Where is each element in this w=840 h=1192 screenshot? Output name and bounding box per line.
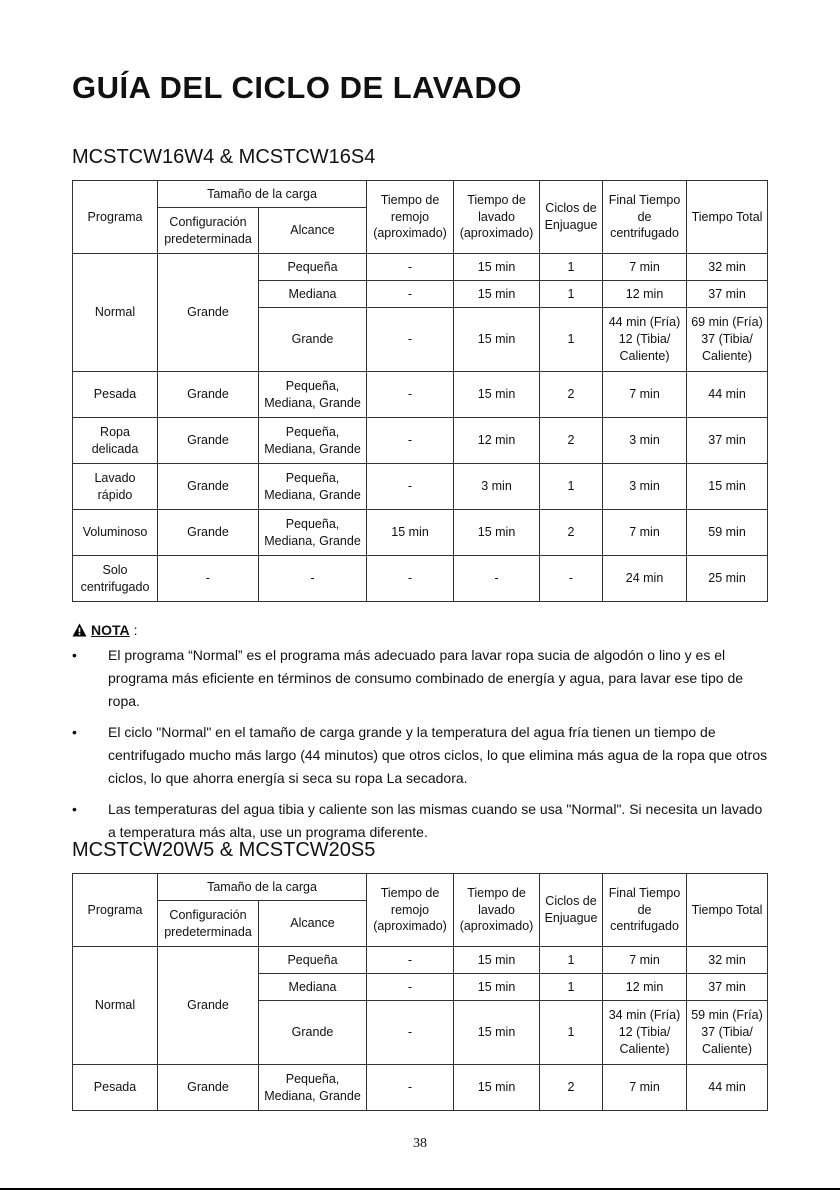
total-cell: 15 min bbox=[687, 464, 768, 510]
final-cell: 12 min bbox=[603, 281, 687, 308]
programa-cell: Lavado rápido bbox=[73, 464, 158, 510]
ciclos-cell: 2 bbox=[540, 418, 603, 464]
ciclos-cell: 1 bbox=[540, 974, 603, 1001]
alcance-cell: Pequeña bbox=[259, 947, 367, 974]
remojo-cell: - bbox=[367, 1001, 454, 1065]
final-cell: 7 min bbox=[603, 1065, 687, 1111]
programa-cell: Voluminoso bbox=[73, 510, 158, 556]
ciclos-cell: 1 bbox=[540, 1001, 603, 1065]
config-cell: Grande bbox=[158, 510, 259, 556]
bullet-marker: • bbox=[72, 724, 77, 740]
config-cell: Grande bbox=[158, 418, 259, 464]
cycle-table-2 bbox=[72, 873, 768, 1111]
page-title: GUÍA DEL CICLO DE LAVADO bbox=[72, 70, 523, 105]
nota-text: El ciclo "Normal" en el tamaño de carga grande y la temperatura del agua fría tienen un tiempo de centrifugado mucho más largo (44 minutos) que otros ciclos, lo que elimina más agua de la ropa que otros ciclos, lo que ahorra energía si seca su ropa La secadora. bbox=[108, 724, 768, 786]
list-item bbox=[72, 798, 772, 844]
final-cell: 3 min bbox=[603, 464, 687, 510]
alcance-cell: Pequeña, Mediana, Grande bbox=[259, 418, 367, 464]
header-ciclos-enjuague: Ciclos de Enjuague bbox=[540, 874, 603, 947]
remojo-cell: - bbox=[367, 947, 454, 974]
header-configuracion: Configuración predeterminada bbox=[158, 208, 259, 254]
cycle-table-1 bbox=[72, 180, 768, 602]
total-cell: 37 min bbox=[687, 281, 768, 308]
list-item bbox=[72, 721, 772, 790]
remojo-cell: - bbox=[367, 254, 454, 281]
lavado-cell: 15 min bbox=[454, 372, 540, 418]
lavado-cell: 15 min bbox=[454, 281, 540, 308]
total-cell: 32 min bbox=[687, 947, 768, 974]
nota-text: El programa “Normal” es el programa más adecuado para lavar ropa sucia de algodón o lino y es el programa más eficiente en términos de consumo combinado de energía y agua, para lavar ese tipo de ropa. bbox=[108, 647, 744, 709]
remojo-cell: - bbox=[367, 1065, 454, 1111]
ciclos-cell: 1 bbox=[540, 308, 603, 372]
alcance-cell: Grande bbox=[259, 1001, 367, 1065]
total-cell: 59 min bbox=[687, 510, 768, 556]
header-tiempo-lavado: Tiempo de lavado (aproximado) bbox=[454, 874, 540, 947]
lavado-cell: - bbox=[454, 556, 540, 602]
total-cell: 69 min (Fría) 37 (Tibia/ Caliente) bbox=[687, 308, 768, 372]
remojo-cell: - bbox=[367, 464, 454, 510]
table-row bbox=[73, 510, 768, 556]
ciclos-cell: 1 bbox=[540, 254, 603, 281]
alcance-cell: Pequeña, Mediana, Grande bbox=[259, 372, 367, 418]
table-row bbox=[73, 1065, 768, 1111]
total-cell: 37 min bbox=[687, 974, 768, 1001]
ciclos-cell: 1 bbox=[540, 464, 603, 510]
total-cell: 37 min bbox=[687, 418, 768, 464]
table-row bbox=[73, 464, 768, 510]
config-cell: Grande bbox=[158, 254, 259, 372]
programa-cell: Pesada bbox=[73, 372, 158, 418]
total-cell: 44 min bbox=[687, 372, 768, 418]
final-cell: 12 min bbox=[603, 974, 687, 1001]
programa-cell: Normal bbox=[73, 947, 158, 1065]
remojo-cell: - bbox=[367, 281, 454, 308]
programa-cell: Solo centrifugado bbox=[73, 556, 158, 602]
remojo-cell: - bbox=[367, 418, 454, 464]
total-cell: 59 min (Fría) 37 (Tibia/ Caliente) bbox=[687, 1001, 768, 1065]
header-tamano-carga: Tamaño de la carga bbox=[158, 874, 367, 901]
lavado-cell: 15 min bbox=[454, 308, 540, 372]
total-cell: 32 min bbox=[687, 254, 768, 281]
list-item bbox=[72, 644, 772, 713]
table-row bbox=[73, 556, 768, 602]
lavado-cell: 15 min bbox=[454, 947, 540, 974]
lavado-cell: 12 min bbox=[454, 418, 540, 464]
header-tiempo-total: Tiempo Total bbox=[687, 874, 768, 947]
header-tiempo-centrifugado: Final Tiempo de centrifugado bbox=[603, 181, 687, 254]
alcance-cell: Pequeña, Mediana, Grande bbox=[259, 510, 367, 556]
section-title-2: MCSTCW20W5 & MCSTCW20S5 bbox=[72, 839, 376, 861]
table-row bbox=[73, 947, 768, 974]
final-cell: 7 min bbox=[603, 947, 687, 974]
lavado-cell: 15 min bbox=[454, 1065, 540, 1111]
bullet-marker: • bbox=[72, 647, 77, 663]
config-cell: Grande bbox=[158, 1065, 259, 1111]
final-cell: 7 min bbox=[603, 372, 687, 418]
nota-list bbox=[72, 644, 772, 852]
ciclos-cell: 2 bbox=[540, 372, 603, 418]
remojo-cell: - bbox=[367, 372, 454, 418]
header-tiempo-remojo: Tiempo de remojo (aproximado) bbox=[367, 181, 454, 254]
programa-cell: Normal bbox=[73, 254, 158, 372]
final-cell: 34 min (Fría) 12 (Tibia/ Caliente) bbox=[603, 1001, 687, 1065]
ciclos-cell: 2 bbox=[540, 1065, 603, 1111]
header-alcance: Alcance bbox=[259, 208, 367, 254]
header-ciclos-enjuague: Ciclos de Enjuague bbox=[540, 181, 603, 254]
header-tamano-carga: Tamaño de la carga bbox=[158, 181, 367, 208]
alcance-cell: Grande bbox=[259, 308, 367, 372]
remojo-cell: - bbox=[367, 308, 454, 372]
header-tiempo-lavado: Tiempo de lavado (aproximado) bbox=[454, 181, 540, 254]
nota-heading bbox=[72, 622, 138, 638]
final-cell: 3 min bbox=[603, 418, 687, 464]
nota-text: Las temperaturas del agua tibia y caliente son las mismas cuando se usa "Normal". Si necesita un lavado a temperatura más alta, use un programa diferente. bbox=[108, 801, 763, 840]
ciclos-cell: 1 bbox=[540, 281, 603, 308]
final-cell: 24 min bbox=[603, 556, 687, 602]
lavado-cell: 15 min bbox=[454, 254, 540, 281]
section-title-1: MCSTCW16W4 & MCSTCW16S4 bbox=[72, 146, 376, 168]
alcance-cell: Pequeña bbox=[259, 254, 367, 281]
ciclos-cell: 2 bbox=[540, 510, 603, 556]
header-alcance: Alcance bbox=[259, 901, 367, 947]
page-number: 38 bbox=[413, 1136, 427, 1151]
programa-cell: Ropa delicada bbox=[73, 418, 158, 464]
alcance-cell: Mediana bbox=[259, 281, 367, 308]
final-cell: 7 min bbox=[603, 254, 687, 281]
header-programa: Programa bbox=[73, 874, 158, 947]
config-cell: Grande bbox=[158, 947, 259, 1065]
ciclos-cell: 1 bbox=[540, 947, 603, 974]
final-cell: 7 min bbox=[603, 510, 687, 556]
alcance-cell: Mediana bbox=[259, 974, 367, 1001]
bullet-marker: • bbox=[72, 801, 77, 817]
header-tiempo-total: Tiempo Total bbox=[687, 181, 768, 254]
remojo-cell: - bbox=[367, 556, 454, 602]
total-cell: 44 min bbox=[687, 1065, 768, 1111]
remojo-cell: - bbox=[367, 974, 454, 1001]
table-row bbox=[73, 418, 768, 464]
lavado-cell: 15 min bbox=[454, 1001, 540, 1065]
nota-colon: : bbox=[133, 622, 138, 638]
alcance-cell: - bbox=[259, 556, 367, 602]
lavado-cell: 3 min bbox=[454, 464, 540, 510]
config-cell: Grande bbox=[158, 372, 259, 418]
final-cell: 44 min (Fría) 12 (Tibia/ Caliente) bbox=[603, 308, 687, 372]
header-row bbox=[73, 181, 768, 208]
header-tiempo-centrifugado: Final Tiempo de centrifugado bbox=[603, 874, 687, 947]
remojo-cell: 15 min bbox=[367, 510, 454, 556]
header-configuracion: Configuración predeterminada bbox=[158, 901, 259, 947]
config-cell: Grande bbox=[158, 464, 259, 510]
header-row bbox=[73, 874, 768, 901]
table-row bbox=[73, 254, 768, 281]
lavado-cell: 15 min bbox=[454, 510, 540, 556]
header-tiempo-remojo: Tiempo de remojo (aproximado) bbox=[367, 874, 454, 947]
alcance-cell: Pequeña, Mediana, Grande bbox=[259, 464, 367, 510]
table-row bbox=[73, 372, 768, 418]
total-cell: 25 min bbox=[687, 556, 768, 602]
config-cell: - bbox=[158, 556, 259, 602]
warning-triangle-icon bbox=[72, 623, 87, 637]
bottom-rule bbox=[0, 1188, 840, 1190]
header-programa: Programa bbox=[73, 181, 158, 254]
nota-label: NOTA bbox=[91, 622, 130, 638]
lavado-cell: 15 min bbox=[454, 974, 540, 1001]
ciclos-cell: - bbox=[540, 556, 603, 602]
programa-cell: Pesada bbox=[73, 1065, 158, 1111]
alcance-cell: Pequeña, Mediana, Grande bbox=[259, 1065, 367, 1111]
